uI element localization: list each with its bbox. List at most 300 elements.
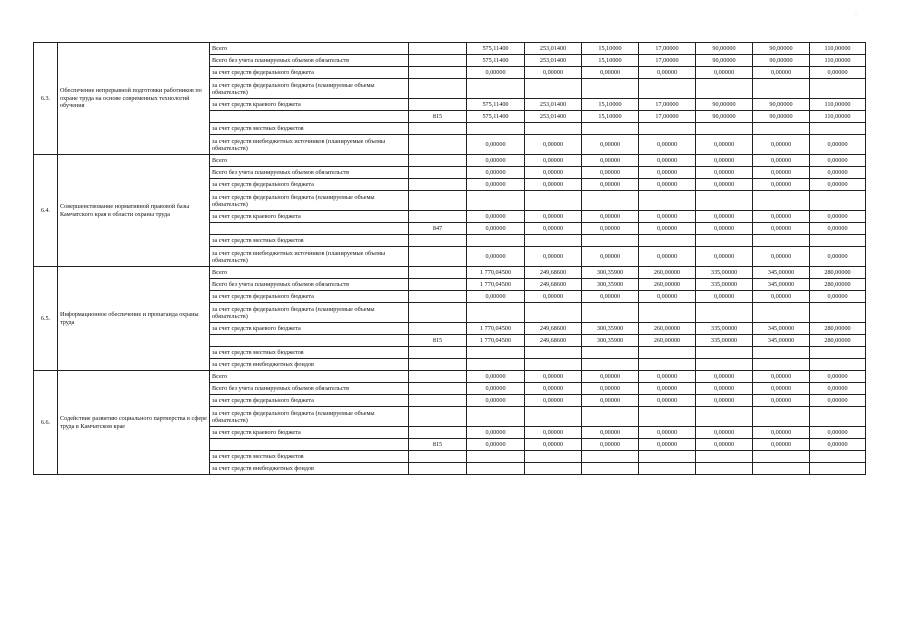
funding-source-label: за счет средств краевого бюджета (210, 99, 409, 111)
amount-cell: 335,00000 (696, 323, 753, 335)
budget-code (409, 267, 467, 279)
amount-cell: 0,00000 (525, 179, 582, 191)
budget-code: 815 (409, 439, 467, 451)
amount-cell: 0,00000 (639, 67, 696, 79)
budget-code (409, 463, 467, 475)
amount-cell (753, 463, 810, 475)
funding-source-label: за счет средств местных бюджетов (210, 235, 409, 247)
amount-cell: 17,00000 (639, 99, 696, 111)
amount-cell (810, 79, 866, 99)
amount-cell (525, 451, 582, 463)
amount-cell: 0,00000 (696, 167, 753, 179)
amount-cell: 0,00000 (525, 223, 582, 235)
amount-cell (639, 303, 696, 323)
amount-cell: 0,00000 (753, 247, 810, 267)
amount-cell (696, 347, 753, 359)
funding-source-label: Всего без учета планируемых объемов обязательств (210, 279, 409, 291)
section-number: 6.4. (34, 155, 58, 267)
amount-cell: 15,10000 (582, 111, 639, 123)
amount-cell (639, 191, 696, 211)
amount-cell: 0,00000 (525, 395, 582, 407)
section-number: 6.3. (34, 43, 58, 155)
funding-source-label: за счет средств федерального бюджета (210, 291, 409, 303)
amount-cell (753, 79, 810, 99)
amount-cell (582, 347, 639, 359)
amount-cell: 0,00000 (467, 395, 525, 407)
amount-cell (467, 235, 525, 247)
amount-cell (696, 235, 753, 247)
amount-cell: 15,10000 (582, 99, 639, 111)
section-number: 6.5. (34, 267, 58, 371)
budget-code (409, 451, 467, 463)
amount-cell: 0,00000 (639, 247, 696, 267)
amount-cell (639, 359, 696, 371)
funding-source-label (210, 223, 409, 235)
amount-cell (582, 235, 639, 247)
amount-cell: 0,00000 (525, 247, 582, 267)
amount-cell: 280,00000 (810, 279, 866, 291)
amount-cell: 110,00000 (810, 43, 866, 55)
funding-source-label: Всего без учета планируемых объемов обязательств (210, 383, 409, 395)
amount-cell (525, 303, 582, 323)
amount-cell (696, 463, 753, 475)
amount-cell: 0,00000 (467, 223, 525, 235)
funding-source-label: за счет средств федерального бюджета (210, 395, 409, 407)
amount-cell: 0,00000 (582, 223, 639, 235)
amount-cell (810, 235, 866, 247)
amount-cell: 90,00000 (753, 55, 810, 67)
section-name: Информационное обеспечение и пропаганда охраны труда (58, 267, 210, 371)
amount-cell: 0,00000 (525, 371, 582, 383)
table-row (34, 43, 866, 55)
amount-cell: 345,00000 (753, 267, 810, 279)
budget-code (409, 395, 467, 407)
amount-cell: 0,00000 (467, 155, 525, 167)
funding-source-label: Всего без учета планируемых объемов обязательств (210, 55, 409, 67)
funding-source-label: за счет средств краевого бюджета (210, 323, 409, 335)
budget-code: 847 (409, 223, 467, 235)
amount-cell (582, 303, 639, 323)
amount-cell: 0,00000 (582, 439, 639, 451)
amount-cell (467, 191, 525, 211)
funding-source-label: за счет средств федерального бюджета (планируемые объемы обязательств) (210, 407, 409, 427)
amount-cell: 90,00000 (696, 55, 753, 67)
amount-cell (467, 451, 525, 463)
amount-cell: 90,00000 (753, 111, 810, 123)
amount-cell: 0,00000 (753, 223, 810, 235)
amount-cell: 0,00000 (639, 371, 696, 383)
amount-cell: 0,00000 (525, 427, 582, 439)
amount-cell (639, 347, 696, 359)
amount-cell: 17,00000 (639, 43, 696, 55)
amount-cell: 0,00000 (582, 291, 639, 303)
amount-cell: 253,01400 (525, 43, 582, 55)
amount-cell: 0,00000 (753, 167, 810, 179)
amount-cell: 0,00000 (810, 67, 866, 79)
amount-cell (810, 451, 866, 463)
budget-code (409, 43, 467, 55)
amount-cell: 300,35900 (582, 323, 639, 335)
amount-cell (753, 451, 810, 463)
funding-source-label: Всего (210, 43, 409, 55)
budget-code (409, 123, 467, 135)
amount-cell (467, 123, 525, 135)
amount-cell (525, 191, 582, 211)
amount-cell (696, 79, 753, 99)
amount-cell: 0,00000 (753, 395, 810, 407)
amount-cell (582, 123, 639, 135)
funding-source-label (210, 335, 409, 347)
amount-cell: 0,00000 (639, 155, 696, 167)
amount-cell (525, 347, 582, 359)
amount-cell (639, 463, 696, 475)
amount-cell: 345,00000 (753, 279, 810, 291)
amount-cell: 15,10000 (582, 43, 639, 55)
amount-cell (582, 463, 639, 475)
amount-cell (696, 191, 753, 211)
budget-code (409, 99, 467, 111)
amount-cell (753, 347, 810, 359)
amount-cell (753, 359, 810, 371)
amount-cell: 260,00000 (639, 267, 696, 279)
amount-cell: 0,00000 (753, 383, 810, 395)
amount-cell: 0,00000 (467, 291, 525, 303)
amount-cell: 17,00000 (639, 111, 696, 123)
amount-cell (810, 303, 866, 323)
amount-cell: 253,01400 (525, 99, 582, 111)
amount-cell (696, 123, 753, 135)
funding-source-label: за счет средств местных бюджетов (210, 347, 409, 359)
funding-source-label: за счет средств внебюджетных источников (планируемые объемы обязательств) (210, 135, 409, 155)
amount-cell (753, 191, 810, 211)
amount-cell: 0,00000 (582, 135, 639, 155)
amount-cell: 0,00000 (582, 427, 639, 439)
amount-cell: 249,68600 (525, 267, 582, 279)
budget-code (409, 303, 467, 323)
amount-cell: 0,00000 (582, 155, 639, 167)
amount-cell: 0,00000 (696, 135, 753, 155)
amount-cell: 1 770,04500 (467, 279, 525, 291)
amount-cell: 0,00000 (525, 155, 582, 167)
amount-cell: 110,00000 (810, 55, 866, 67)
amount-cell: 249,68600 (525, 335, 582, 347)
amount-cell: 90,00000 (696, 111, 753, 123)
amount-cell (582, 451, 639, 463)
amount-cell (639, 123, 696, 135)
amount-cell (639, 235, 696, 247)
amount-cell: 0,00000 (810, 291, 866, 303)
funding-source-label: за счет средств федерального бюджета (планируемые объемы обязательств) (210, 79, 409, 99)
amount-cell: 0,00000 (696, 427, 753, 439)
amount-cell: 0,00000 (525, 291, 582, 303)
amount-cell (467, 303, 525, 323)
amount-cell: 300,35900 (582, 335, 639, 347)
funding-source-label: Всего (210, 155, 409, 167)
budget-code (409, 279, 467, 291)
amount-cell: 0,00000 (810, 167, 866, 179)
amount-cell (696, 451, 753, 463)
funding-source-label: за счет средств внебюджетных фондов (210, 463, 409, 475)
amount-cell: 300,35900 (582, 267, 639, 279)
amount-cell (467, 463, 525, 475)
amount-cell (810, 407, 866, 427)
amount-cell: 90,00000 (696, 43, 753, 55)
budget-code (409, 247, 467, 267)
amount-cell: 260,00000 (639, 323, 696, 335)
amount-cell (525, 79, 582, 99)
amount-cell (467, 407, 525, 427)
amount-cell: 0,00000 (639, 395, 696, 407)
amount-cell: 0,00000 (639, 135, 696, 155)
amount-cell (582, 407, 639, 427)
amount-cell: 0,00000 (639, 223, 696, 235)
amount-cell (810, 359, 866, 371)
amount-cell: 0,00000 (639, 167, 696, 179)
amount-cell: 15,10000 (582, 55, 639, 67)
scan-dot: · (855, 12, 857, 18)
funding-source-label: за счет средств внебюджетных фондов (210, 359, 409, 371)
amount-cell: 0,00000 (582, 371, 639, 383)
table-body (34, 43, 866, 475)
amount-cell: 0,00000 (639, 211, 696, 223)
amount-cell: 0,00000 (696, 291, 753, 303)
amount-cell: 300,35900 (582, 279, 639, 291)
amount-cell: 0,00000 (525, 167, 582, 179)
amount-cell (467, 79, 525, 99)
amount-cell: 0,00000 (696, 67, 753, 79)
amount-cell: 110,00000 (810, 111, 866, 123)
funding-source-label: Всего (210, 267, 409, 279)
amount-cell: 0,00000 (525, 67, 582, 79)
funding-source-label: за счет средств местных бюджетов (210, 123, 409, 135)
amount-cell (696, 407, 753, 427)
amount-cell: 575,11400 (467, 55, 525, 67)
budget-code (409, 323, 467, 335)
amount-cell: 335,00000 (696, 267, 753, 279)
amount-cell: 0,00000 (639, 179, 696, 191)
amount-cell (639, 79, 696, 99)
budget-code (409, 235, 467, 247)
amount-cell (810, 347, 866, 359)
amount-cell: 0,00000 (525, 439, 582, 451)
budget-code (409, 211, 467, 223)
amount-cell: 335,00000 (696, 335, 753, 347)
amount-cell: 280,00000 (810, 335, 866, 347)
amount-cell: 0,00000 (467, 427, 525, 439)
budget-code (409, 291, 467, 303)
amount-cell (810, 191, 866, 211)
budget-code (409, 347, 467, 359)
budget-code (409, 359, 467, 371)
amount-cell: 0,00000 (696, 179, 753, 191)
budget-code (409, 427, 467, 439)
amount-cell: 0,00000 (525, 211, 582, 223)
amount-cell: 0,00000 (467, 247, 525, 267)
amount-cell: 0,00000 (753, 211, 810, 223)
budget-code (409, 167, 467, 179)
amount-cell: 0,00000 (467, 167, 525, 179)
section-name: Обеспечение непрерывной подготовки работников по охране труда на основе современных технологий обучения (58, 43, 210, 155)
amount-cell: 0,00000 (639, 439, 696, 451)
budget-code (409, 55, 467, 67)
amount-cell: 0,00000 (467, 67, 525, 79)
budget-code (409, 67, 467, 79)
amount-cell: 0,00000 (810, 395, 866, 407)
amount-cell: 0,00000 (696, 371, 753, 383)
amount-cell: 0,00000 (810, 179, 866, 191)
amount-cell: 0,00000 (467, 135, 525, 155)
amount-cell: 0,00000 (696, 211, 753, 223)
budget-code (409, 383, 467, 395)
amount-cell (525, 359, 582, 371)
amount-cell: 0,00000 (582, 395, 639, 407)
amount-cell: 575,11400 (467, 111, 525, 123)
amount-cell: 0,00000 (810, 211, 866, 223)
funding-source-label: Всего (210, 371, 409, 383)
amount-cell: 90,00000 (753, 99, 810, 111)
amount-cell: 17,00000 (639, 55, 696, 67)
table-row (34, 267, 866, 279)
amount-cell: 0,00000 (810, 155, 866, 167)
budget-code (409, 407, 467, 427)
amount-cell: 260,00000 (639, 335, 696, 347)
section-name: Содействие развитию социального партнерства в сфере труда в Камчатском крае (58, 371, 210, 475)
amount-cell: 0,00000 (753, 439, 810, 451)
amount-cell: 0,00000 (696, 223, 753, 235)
budget-code: 815 (409, 111, 467, 123)
budget-code (409, 191, 467, 211)
amount-cell (525, 407, 582, 427)
amount-cell (753, 303, 810, 323)
amount-cell: 0,00000 (467, 211, 525, 223)
amount-cell: 249,68600 (525, 279, 582, 291)
amount-cell: 0,00000 (639, 291, 696, 303)
amount-cell: 0,00000 (467, 179, 525, 191)
amount-cell: 110,00000 (810, 99, 866, 111)
amount-cell: 575,11400 (467, 43, 525, 55)
amount-cell: 0,00000 (696, 395, 753, 407)
budget-code (409, 155, 467, 167)
amount-cell (753, 123, 810, 135)
amount-cell: 0,00000 (696, 383, 753, 395)
funding-source-label: за счет средств внебюджетных источников (планируемые объемы обязательств) (210, 247, 409, 267)
amount-cell (639, 407, 696, 427)
budget-code: 815 (409, 335, 467, 347)
amount-cell: 0,00000 (639, 427, 696, 439)
amount-cell: 0,00000 (582, 211, 639, 223)
amount-cell: 0,00000 (582, 247, 639, 267)
amount-cell: 1 770,04500 (467, 267, 525, 279)
amount-cell (582, 359, 639, 371)
amount-cell (582, 79, 639, 99)
amount-cell: 575,11400 (467, 99, 525, 111)
amount-cell: 0,00000 (525, 135, 582, 155)
amount-cell: 0,00000 (810, 427, 866, 439)
budget-code (409, 79, 467, 99)
amount-cell: 0,00000 (810, 439, 866, 451)
amount-cell: 1 770,04500 (467, 323, 525, 335)
budget-code (409, 179, 467, 191)
funding-source-label: за счет средств федерального бюджета (планируемые объемы обязательств) (210, 303, 409, 323)
funding-source-label: за счет средств краевого бюджета (210, 427, 409, 439)
amount-cell: 345,00000 (753, 323, 810, 335)
amount-cell (639, 451, 696, 463)
section-name: Совершенствование нормативной правовой базы Камчатского края в области охраны труда (58, 155, 210, 267)
amount-cell: 90,00000 (696, 99, 753, 111)
amount-cell: 249,68600 (525, 323, 582, 335)
amount-cell: 253,01400 (525, 111, 582, 123)
amount-cell: 90,00000 (753, 43, 810, 55)
amount-cell (696, 303, 753, 323)
funding-source-label: за счет средств местных бюджетов (210, 451, 409, 463)
funding-source-label: за счет средств федерального бюджета (210, 67, 409, 79)
amount-cell: 0,00000 (753, 291, 810, 303)
amount-cell: 0,00000 (467, 371, 525, 383)
amount-cell: 0,00000 (810, 247, 866, 267)
amount-cell: 0,00000 (810, 383, 866, 395)
amount-cell: 0,00000 (753, 67, 810, 79)
amount-cell (525, 235, 582, 247)
table-row (34, 155, 866, 167)
amount-cell: 260,00000 (639, 279, 696, 291)
amount-cell: 280,00000 (810, 323, 866, 335)
amount-cell: 280,00000 (810, 267, 866, 279)
amount-cell (525, 463, 582, 475)
amount-cell (696, 359, 753, 371)
budget-table (33, 42, 866, 475)
amount-cell: 0,00000 (753, 179, 810, 191)
amount-cell: 253,01400 (525, 55, 582, 67)
amount-cell: 0,00000 (810, 223, 866, 235)
amount-cell: 0,00000 (467, 439, 525, 451)
amount-cell: 0,00000 (753, 427, 810, 439)
amount-cell: 0,00000 (467, 383, 525, 395)
funding-source-label: за счет средств федерального бюджета (210, 179, 409, 191)
amount-cell: 0,00000 (582, 179, 639, 191)
amount-cell: 0,00000 (810, 135, 866, 155)
amount-cell: 0,00000 (582, 383, 639, 395)
amount-cell: 1 770,04500 (467, 335, 525, 347)
amount-cell: 0,00000 (582, 67, 639, 79)
amount-cell: 0,00000 (639, 383, 696, 395)
amount-cell (467, 347, 525, 359)
amount-cell (753, 407, 810, 427)
funding-source-label (210, 439, 409, 451)
funding-source-label: Всего без учета планируемых объемов обязательств (210, 167, 409, 179)
amount-cell: 0,00000 (696, 247, 753, 267)
amount-cell (810, 463, 866, 475)
budget-code (409, 135, 467, 155)
amount-cell: 0,00000 (582, 167, 639, 179)
amount-cell: 0,00000 (696, 439, 753, 451)
amount-cell: 0,00000 (696, 155, 753, 167)
amount-cell: 0,00000 (753, 155, 810, 167)
section-number: 6.6. (34, 371, 58, 475)
amount-cell: 335,00000 (696, 279, 753, 291)
amount-cell (582, 191, 639, 211)
funding-source-label (210, 111, 409, 123)
table-row (34, 371, 866, 383)
amount-cell (467, 359, 525, 371)
budget-code (409, 371, 467, 383)
funding-source-label: за счет средств краевого бюджета (210, 211, 409, 223)
amount-cell: 0,00000 (525, 383, 582, 395)
amount-cell (810, 123, 866, 135)
amount-cell (753, 235, 810, 247)
amount-cell (525, 123, 582, 135)
funding-source-label: за счет средств федерального бюджета (планируемые объемы обязательств) (210, 191, 409, 211)
amount-cell: 0,00000 (753, 135, 810, 155)
